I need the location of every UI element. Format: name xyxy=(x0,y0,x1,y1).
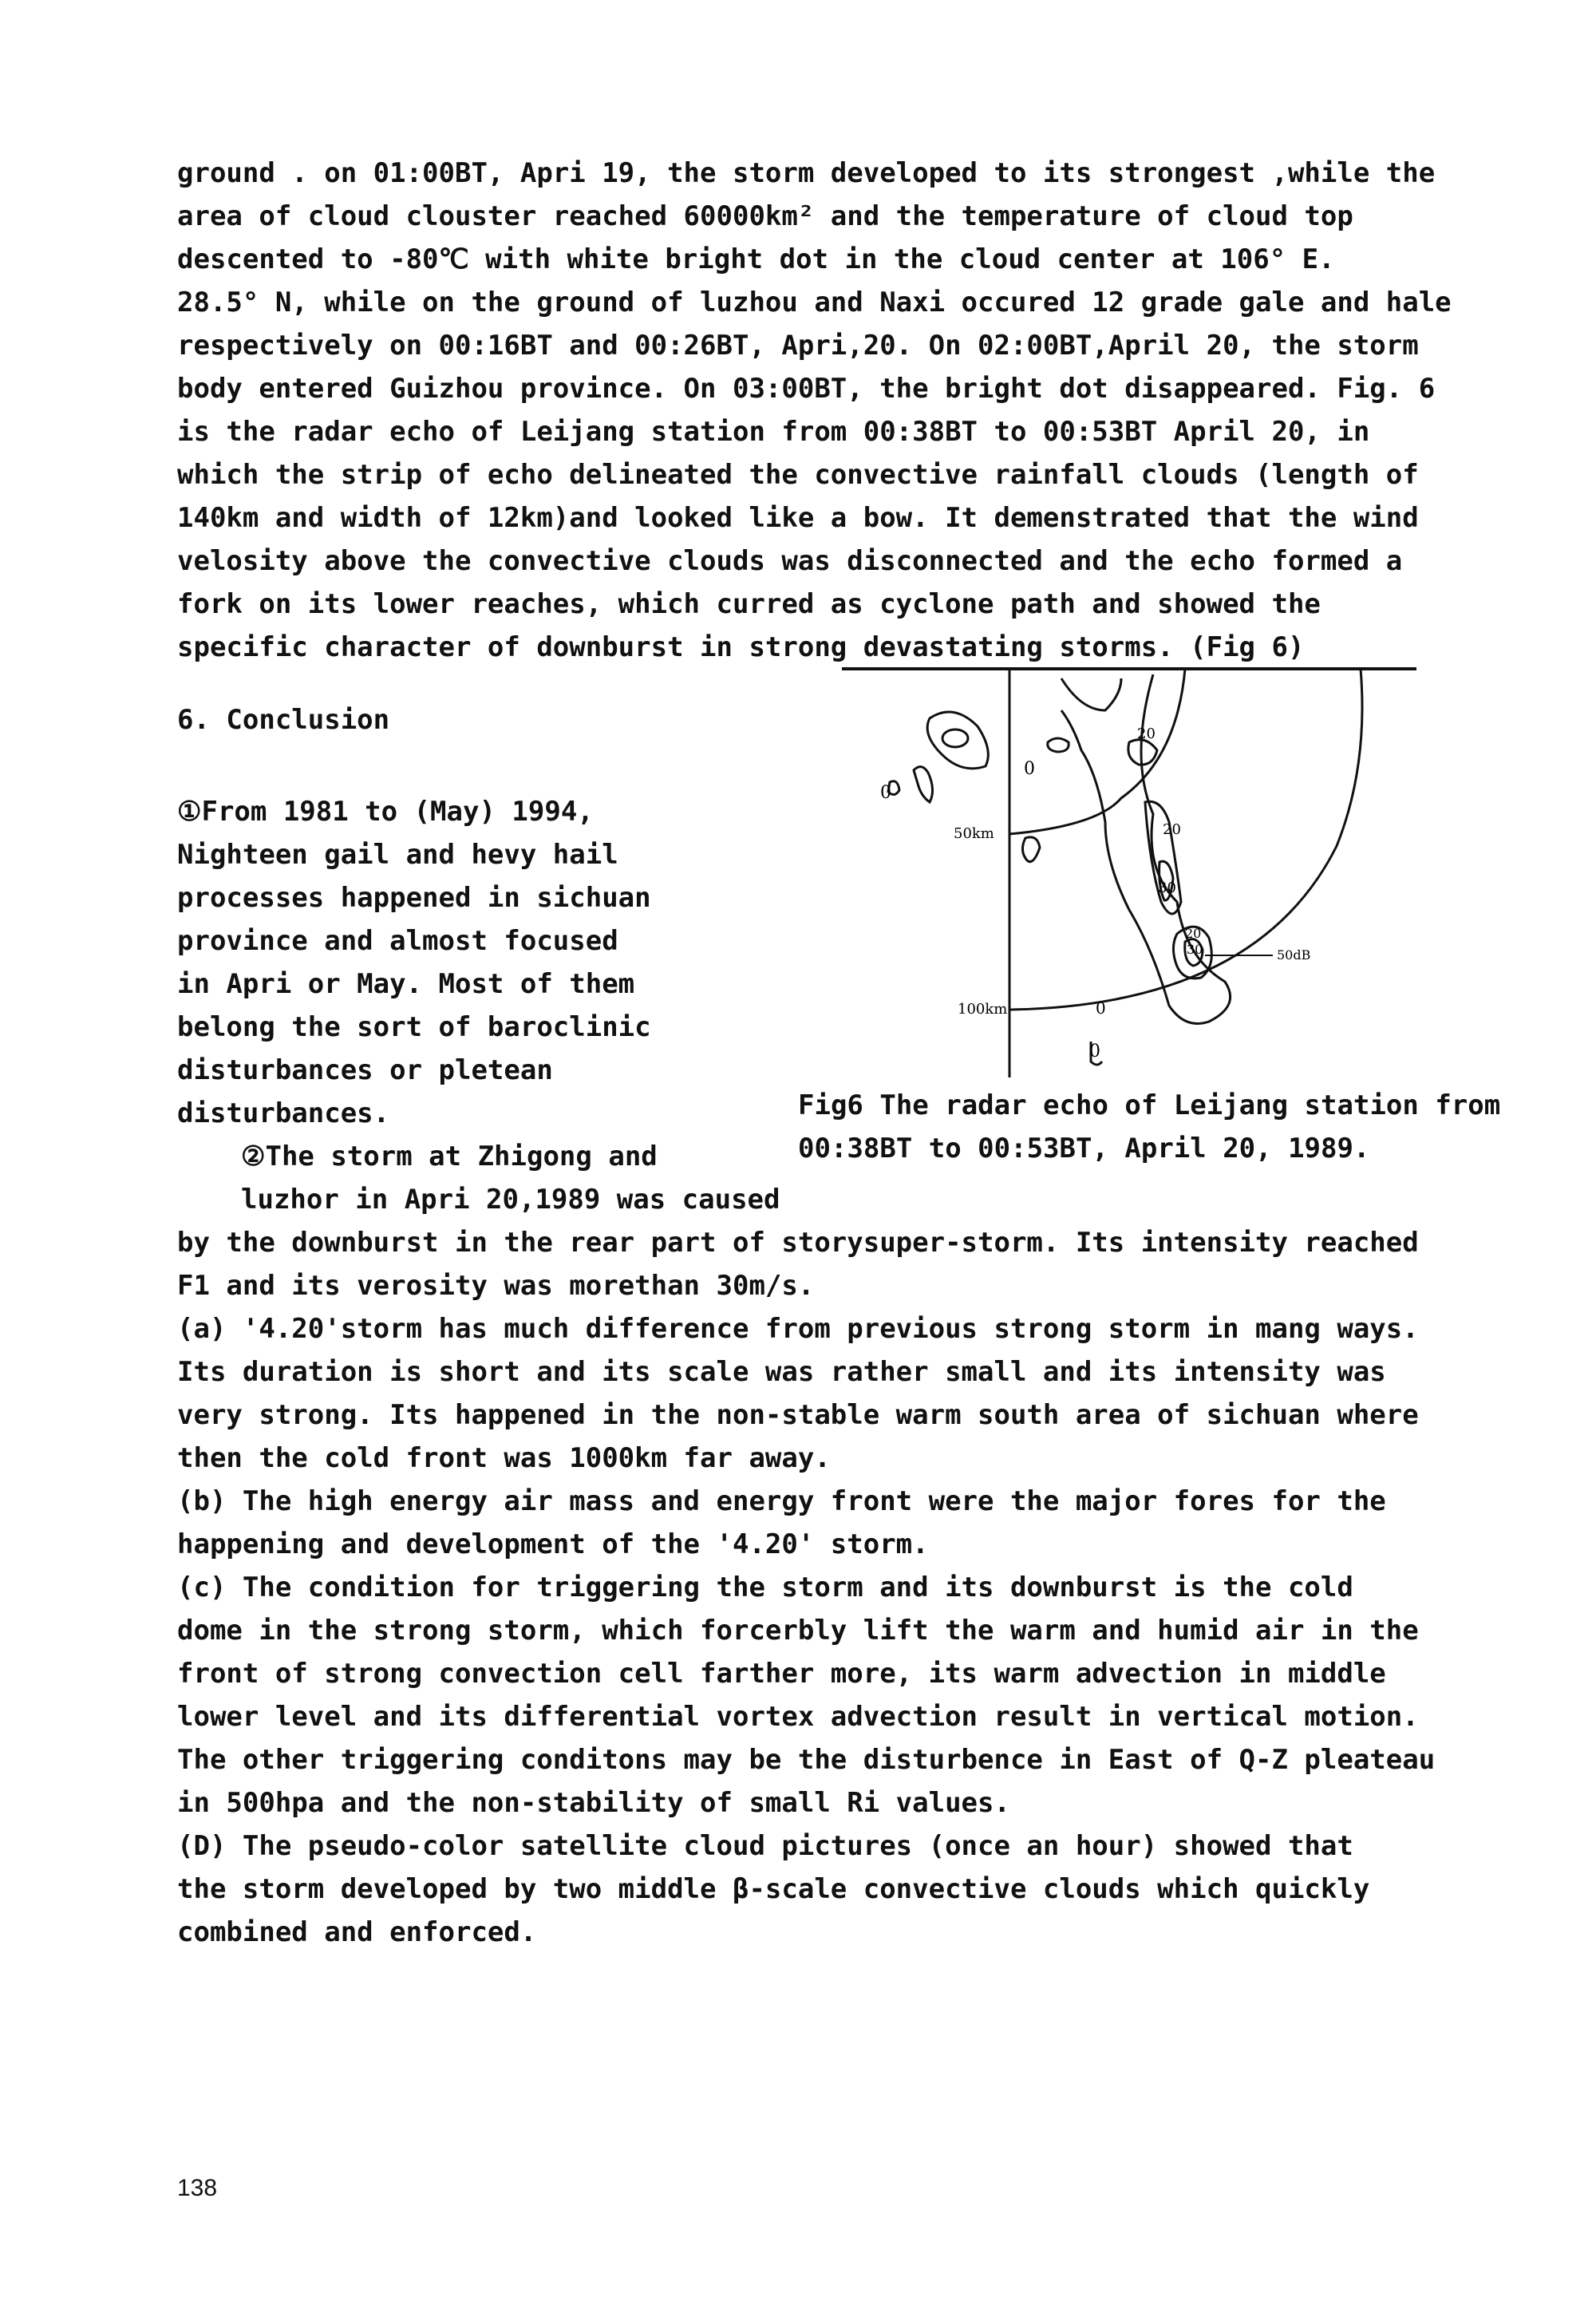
contour-label: 20 xyxy=(1185,926,1202,941)
contour-label: 0 xyxy=(1024,759,1035,779)
text-line: Fig6 The radar echo of Leijang station from xyxy=(798,1089,1501,1121)
text-line: which the strip of echo delineated the convective rainfall clouds (length of xyxy=(177,459,1419,491)
radar-echo-figure xyxy=(842,662,1416,1093)
text-line: Its duration is short and its scale was rather small and its intensity was xyxy=(177,1356,1386,1388)
conclusion-item-b xyxy=(177,1480,1566,1566)
range-arc-50km xyxy=(1009,669,1185,834)
contour-label: 0 xyxy=(1096,998,1106,1018)
text-line: luzhor in Apri 20,1989 was caused xyxy=(241,1184,780,1216)
label-100km: 100km xyxy=(958,1001,1008,1018)
text-line: (c) The condition for triggering the storm and its downburst is the cold xyxy=(177,1572,1353,1603)
echo-blob-1 xyxy=(1048,738,1069,752)
text-line: very strong. Its happened in the non-stable warm south area of sichuan where xyxy=(177,1399,1419,1431)
radar-echo-diagram xyxy=(842,662,1416,1093)
text-line: lower level and its differential vortex advection result in vertical motion. xyxy=(177,1701,1419,1733)
text-line: in 500hpa and the non-stability of small Ri values. xyxy=(177,1787,1010,1819)
conclusion-item-c xyxy=(177,1566,1566,1825)
contour-label: 20 xyxy=(1137,725,1156,742)
text-line: then the cold front was 1000km far away. xyxy=(177,1442,831,1474)
text-line: in Apri or May. Most of them xyxy=(177,968,635,1000)
page-number: 138 xyxy=(177,2175,218,2201)
text-line: descented to -80℃ with white bright dot in the cloud center at 106° E. xyxy=(177,243,1335,275)
text-line: disturbances or pletean xyxy=(177,1054,553,1086)
text-line: F1 and its verosity was morethan 30m/s. xyxy=(177,1270,815,1302)
conclusion-item-d xyxy=(177,1825,1566,1954)
text-line: dome in the strong storm, which forcerbly lift the warm and humid air in the xyxy=(177,1615,1419,1647)
echo-cell-outer xyxy=(927,712,988,769)
text-line: specific character of downburst in strong devastating storms. (Fig 6) xyxy=(177,631,1305,663)
text-line: processes happened in sichuan xyxy=(177,882,651,914)
section-heading: 6. Conclusion xyxy=(177,704,390,736)
text-line: fork on its lower reaches, which curred as cyclone path and showed the xyxy=(177,588,1321,620)
text-line: happening and development of the '4.20' storm. xyxy=(177,1528,929,1560)
text-line: body entered Guizhou province. On 03:00BT, the bright dot disappeared. Fig. 6 xyxy=(177,373,1436,405)
text-line: respectively on 00:16BT and 00:26BT, Apri,20. On 02:00BT,April 20, the storm xyxy=(177,330,1419,362)
text-line: front of strong convection cell farther more, its warm advection in middle xyxy=(177,1658,1386,1690)
text-line: the storm developed by two middle β-scale convective clouds which quickly xyxy=(177,1873,1370,1905)
text-line: 00:38BT to 00:53BT, April 20, 1989. xyxy=(798,1133,1370,1164)
conclusion-item-1 xyxy=(177,790,720,1135)
text-line: disturbances. xyxy=(177,1097,390,1129)
echo-contour-20-top xyxy=(1128,740,1157,765)
label-50km: 50km xyxy=(954,825,994,842)
contour-label: 30 xyxy=(1158,880,1176,896)
text-line: (b) The high energy air mass and energy front were the major fores for the xyxy=(177,1485,1386,1517)
text-line: 28.5° N, while on the ground of luzhou and Naxi occured 12 grade gale and hale xyxy=(177,287,1452,318)
text-line: combined and enforced. xyxy=(177,1916,537,1948)
echo-blob-2 xyxy=(1022,837,1040,862)
contour-label: 30 xyxy=(1187,942,1203,957)
text-line: (a) '4.20'storm has much difference from previous strong storm in mang ways. xyxy=(177,1313,1419,1345)
text-line: velosity above the convective clouds was disconnected and the echo formed a xyxy=(177,545,1403,577)
text-line: Nighteen gail and hevy hail xyxy=(177,839,618,871)
text-line: province and almost focused xyxy=(177,925,618,957)
text-line: 140km and width of 12km)and looked like a bow. It demenstrated that the wind xyxy=(177,502,1419,534)
label-50db: 50dB xyxy=(1277,947,1311,963)
contour-label: 20 xyxy=(1163,821,1181,838)
text-line: by the downburst in the rear part of storysuper-storm. Its intensity reached xyxy=(177,1227,1419,1259)
intro-paragraph xyxy=(177,152,1566,669)
text-line: (D) The pseudo-color satellite cloud pictures (once an hour) showed that xyxy=(177,1830,1353,1862)
text-line: is the radar echo of Leijang station from 00:38BT to 00:53BT April 20, in xyxy=(177,416,1370,448)
echo-cell-inner xyxy=(942,729,968,747)
echo-cell-small xyxy=(914,767,933,802)
text-line: ①From 1981 to (May) 1994, xyxy=(177,796,594,828)
conclusion-item-2-cont xyxy=(177,1221,1566,1307)
contour-label: 0 xyxy=(880,783,891,803)
text-line: belong the sort of baroclinic xyxy=(177,1011,651,1043)
text-line: ground . on 01:00BT, Apri 19, the storm developed to its strongest ,while the xyxy=(177,157,1436,189)
conclusion-item-2-start xyxy=(177,1135,780,1221)
figure-caption xyxy=(798,1084,1564,1170)
text-line: The other triggering conditons may be the disturbence in East of Q-Z pleateau xyxy=(177,1744,1436,1776)
text-line: area of cloud clouster reached 60000km² and the temperature of cloud top xyxy=(177,200,1353,232)
text-line: ②The storm at Zhigong and xyxy=(241,1141,658,1172)
conclusion-item-a xyxy=(177,1307,1566,1480)
contour-label: 0 xyxy=(1089,1042,1100,1062)
